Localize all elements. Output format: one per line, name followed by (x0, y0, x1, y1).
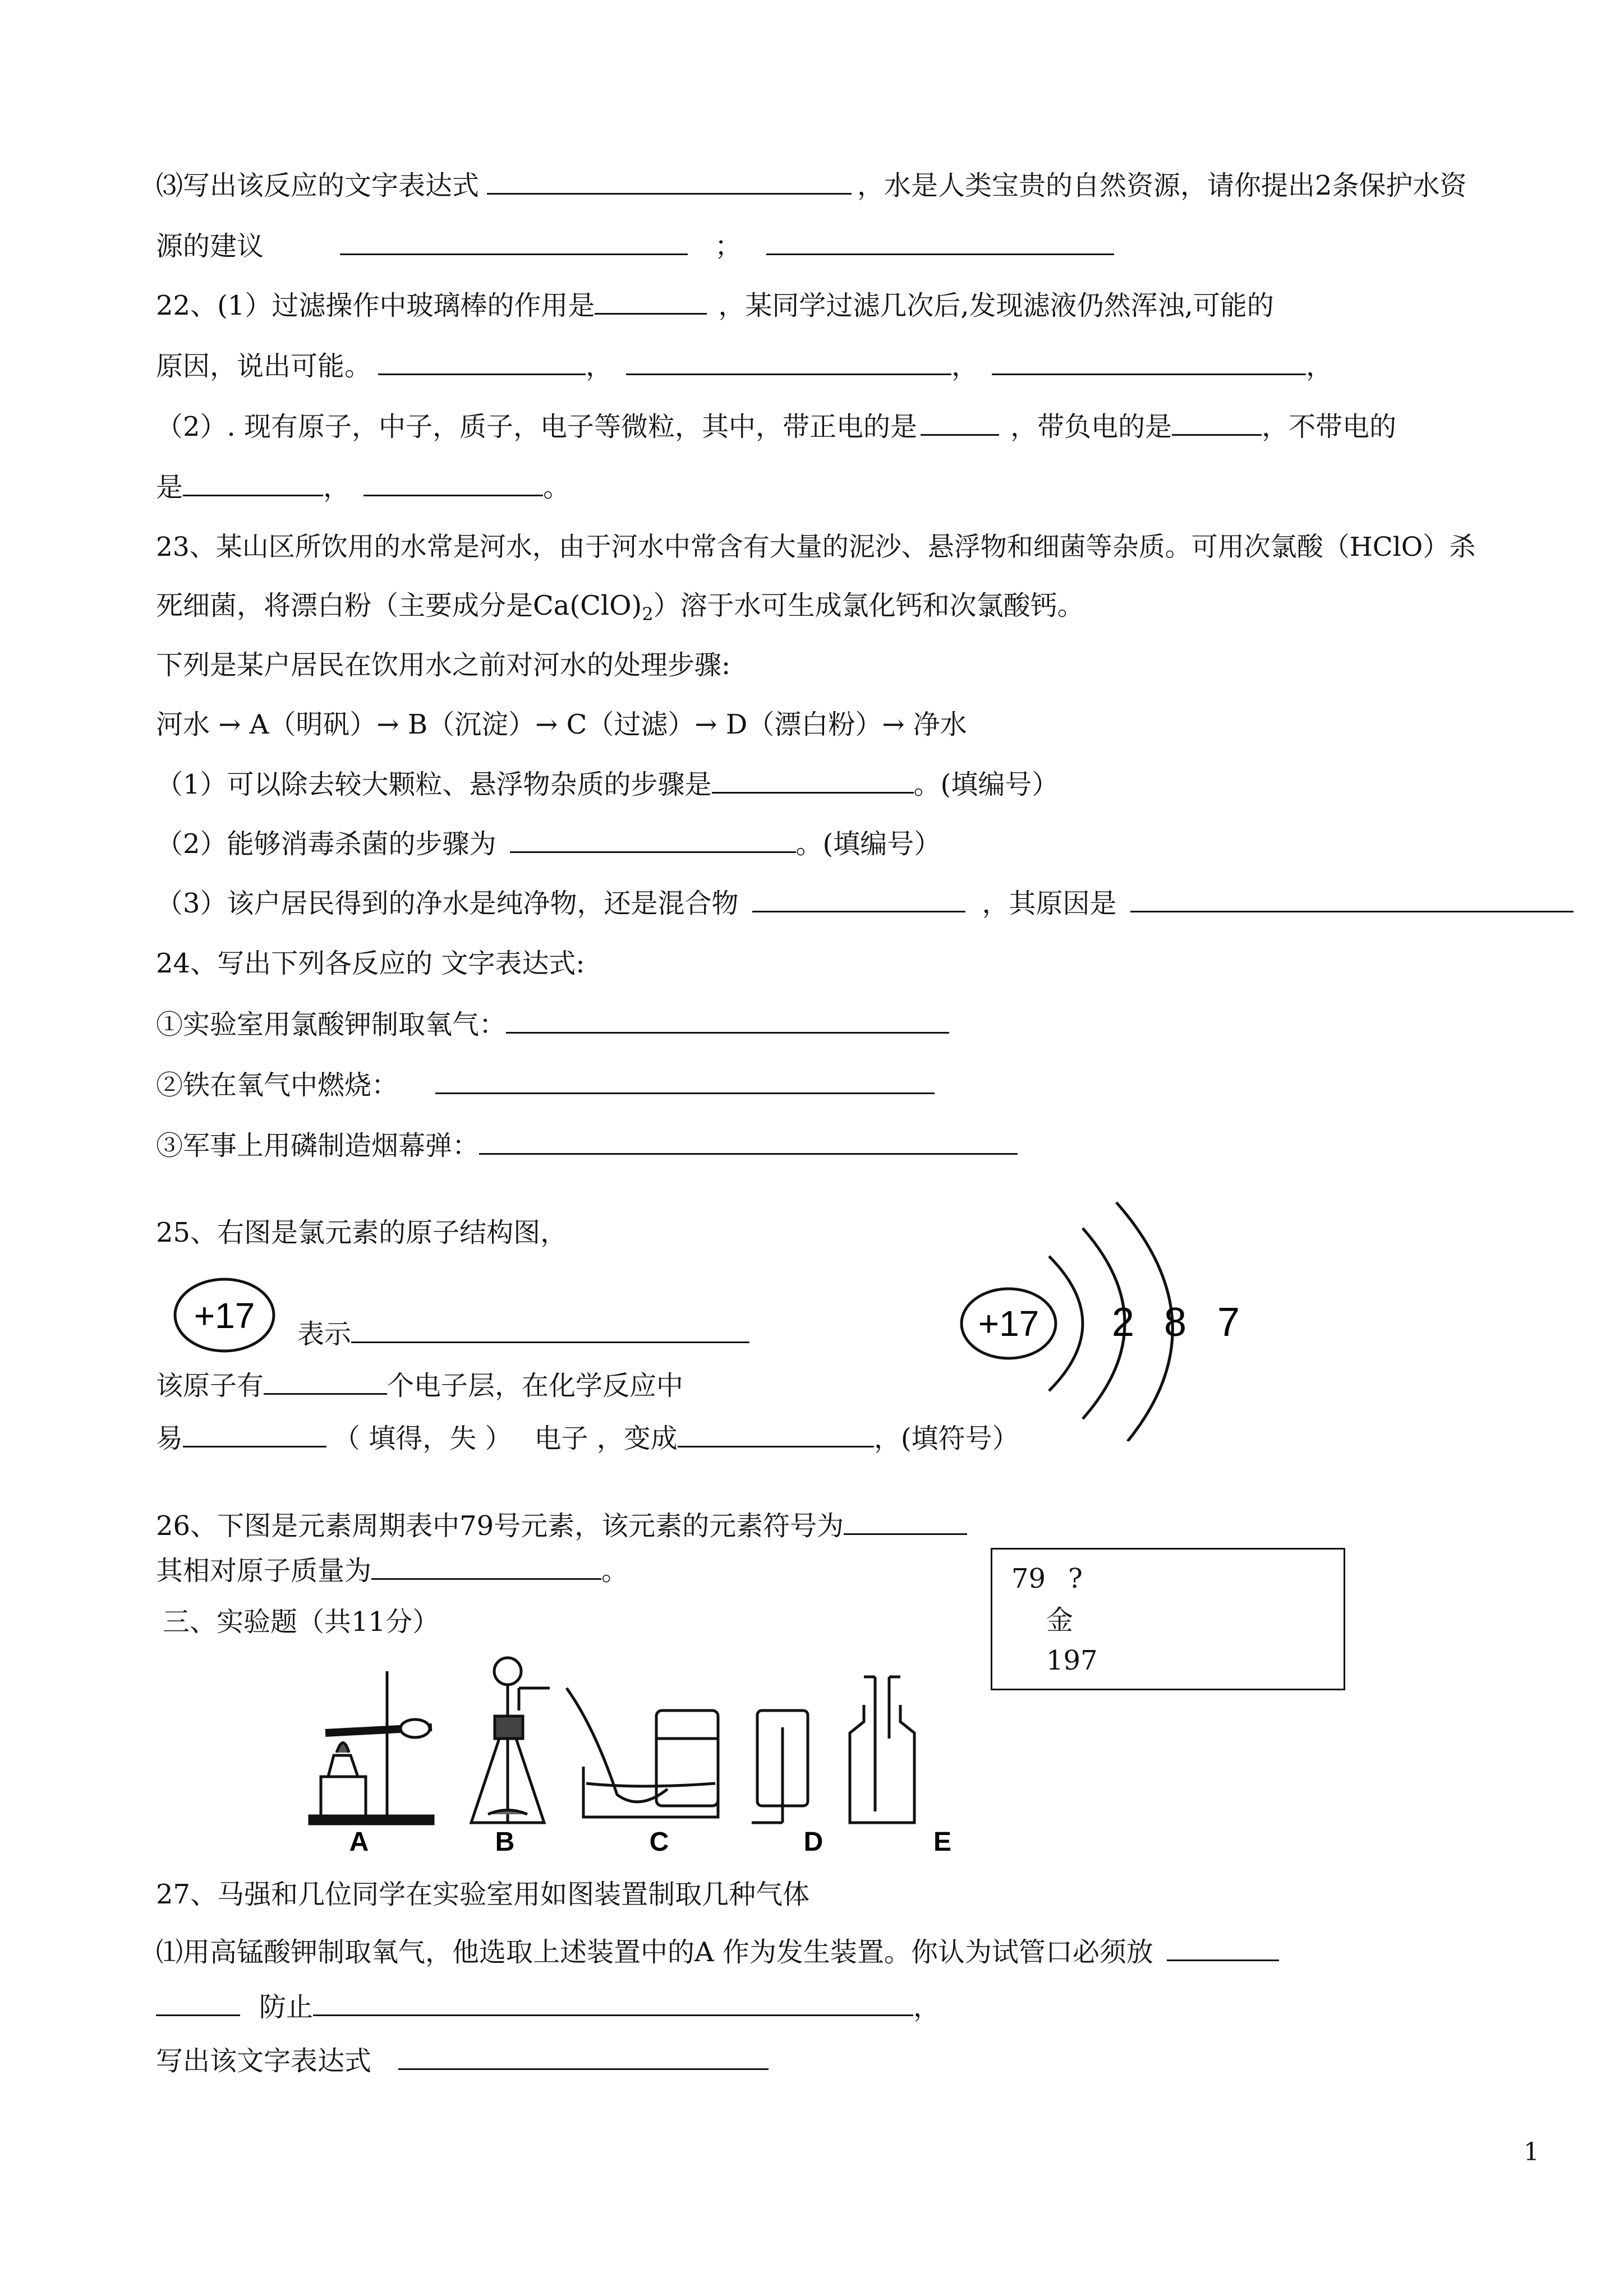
q23-q3-text: （3）该户居民得到的净水是纯净物，还是混合物 (156, 888, 739, 919)
q25-nucleus-small (168, 1273, 280, 1357)
q24-title: 24、写出下列各反应的 文字表达式: (156, 948, 585, 979)
q25-fill-hint: （ 填得，失 ） (333, 1423, 512, 1454)
q25-layers-line (156, 1368, 683, 1403)
answer-blank[interactable] (371, 1553, 601, 1580)
q22-line3 (156, 409, 1396, 444)
q25-title: 25、右图是氯元素的原子结构图， (156, 1217, 568, 1248)
q27-title: 27、马强和几位同学在实验室用如图装置制取几种气体 (156, 1879, 810, 1910)
q24-item2 (156, 1068, 935, 1102)
q21-part3-mid: ，水是人类宝贵的自然资源，请你提出2条保护水资 (857, 170, 1467, 201)
q22-part1-text-b: ，某同学过滤几次后,发现滤液仍然浑浊,可能的 (718, 290, 1274, 321)
q23-line3: 下列是某户居民在饮用水之前对河水的处理步骤: (156, 649, 731, 681)
q25-means-text: 表示 (297, 1318, 352, 1350)
q25-electron-line (156, 1421, 1019, 1455)
comma: ， (323, 472, 351, 503)
q22-reason-text: 原因，说出可能。 (156, 351, 372, 382)
q27-line1-text: ⑴用高锰酸钾制取氧气，他选取上述装置中的A 作为发生装置。你认为试管口必须放 (156, 1937, 1153, 1968)
apparatus-d (752, 1711, 808, 1823)
shell-count-3: 7 (1217, 1300, 1240, 1345)
q22-line4 (156, 470, 570, 504)
q23-q3 (156, 886, 1574, 920)
periodic-table-cell (991, 1548, 1345, 1690)
answer-blank[interactable] (479, 1128, 1018, 1155)
answer-blank[interactable] (156, 1990, 240, 2016)
q22-part2-text-b: ，带负电的是 (1010, 411, 1172, 442)
apparatus-a (310, 1671, 433, 1824)
atom-nucleus-charge: +17 (978, 1303, 1039, 1344)
q23-line2 (156, 589, 1084, 631)
q24-item2-text: ②铁在氧气中燃烧： (156, 1069, 399, 1101)
element-symbol: ? (1068, 1563, 1083, 1594)
q24-item1-text: ①实验室用氯酸钾制取氧气： (156, 1009, 507, 1040)
q22-line1 (156, 288, 1274, 322)
answer-blank[interactable] (595, 288, 707, 315)
q23-line2-b: ）溶于水可生成氯化钙和次氯酸钙。 (653, 590, 1084, 621)
q26-line1-text: 26、下图是元素周期表中79号元素，该元素的元素符号为 (156, 1510, 844, 1542)
label-a: A (349, 1827, 369, 1856)
q27-line3 (156, 2044, 769, 2078)
comma: ， (913, 1991, 941, 2023)
answer-blank[interactable] (364, 470, 543, 496)
answer-blank[interactable] (921, 409, 999, 436)
shell-count-1: 2 (1111, 1300, 1135, 1345)
answer-blank[interactable] (766, 229, 1114, 255)
answer-blank[interactable] (487, 168, 852, 195)
separator: ； (715, 230, 742, 262)
q23-q2-end: 。(填编号） (795, 828, 941, 860)
q21-part3-lead: ⑶写出该反应的文字表达式 (156, 170, 480, 201)
label-e: E (933, 1827, 952, 1856)
q27-expr-text: 写出该文字表达式 (156, 2045, 372, 2077)
comma: ， (951, 351, 979, 382)
q22-part2-text: （2）. 现有原子，中子，质子，电子等微粒，其中，带正电的是 (156, 411, 918, 442)
label-d: D (803, 1827, 823, 1856)
q27-line2 (156, 1990, 940, 2024)
answer-blank[interactable] (264, 1368, 387, 1395)
answer-blank[interactable] (712, 767, 914, 794)
element-name: 金 (1046, 1605, 1074, 1636)
q23-line2-a: 死细菌，将漂白粉（主要成分是Ca(ClO) (156, 590, 642, 621)
section-title: 三、实验题（共11分） (163, 1606, 440, 1638)
q25-layers-text-b: 个电子层，在化学反应中 (387, 1370, 684, 1401)
comma: ， (586, 351, 613, 382)
shell-count-2: 8 (1163, 1300, 1187, 1345)
nucleus-charge: +17 (194, 1295, 255, 1336)
q21-part3-line (156, 168, 1467, 202)
answer-blank[interactable] (435, 1068, 935, 1094)
q22-part2-text-d: 是 (156, 472, 183, 503)
answer-blank[interactable] (992, 349, 1306, 375)
answer-blank[interactable] (183, 1421, 326, 1447)
answer-blank[interactable] (844, 1509, 967, 1535)
answer-blank[interactable] (506, 1007, 949, 1034)
q25-electron-text: 电子 ，变成 (534, 1423, 678, 1454)
period: 。 (543, 472, 571, 503)
q23-line1: 23、某山区所饮用的水常是河水，由于河水中常含有大量的泥沙、悬浮物和细菌等杂质。可用次氯酸（HClO）杀 (156, 532, 1476, 563)
answer-blank[interactable] (1167, 1935, 1279, 1961)
answer-blank[interactable] (626, 349, 951, 375)
q22-part2-text-c: ，不带电的 (1262, 411, 1397, 442)
cell-number-line (1011, 1562, 1083, 1596)
apparatus-e (850, 1677, 914, 1823)
answer-blank[interactable] (398, 2044, 769, 2070)
label-b: B (495, 1827, 515, 1856)
subscript: 2 (642, 603, 654, 625)
label-c: C (649, 1827, 669, 1856)
apparatus-c (567, 1688, 718, 1817)
q23-process-steps: 河水 → A（明矾）→ B（沉淀）→ C（过滤）→ D（漂白粉）→ 净水 (156, 709, 967, 740)
answer-blank[interactable] (378, 349, 586, 375)
q23-q1 (156, 767, 1059, 801)
q24-item3-text: ③军事上用磷制造烟幕弹： (156, 1130, 480, 1161)
q25-layers-text: 该原子有 (156, 1370, 264, 1401)
answer-blank[interactable] (313, 1990, 913, 2016)
q25-easy: 易 (156, 1423, 183, 1454)
q27-line1 (156, 1935, 1279, 1969)
answer-blank[interactable] (510, 827, 796, 853)
answer-blank[interactable] (1130, 886, 1574, 912)
q27-prevent: 防止 (259, 1991, 314, 2023)
q26-line1 (156, 1509, 967, 1543)
period: 。 (601, 1555, 629, 1587)
q25-symbol-hint: ，(填符号） (873, 1423, 1019, 1454)
page-number: 1 (1524, 2138, 1539, 2166)
q23-q1-end: 。(填编号） (913, 769, 1059, 800)
electron-shell-1 (1049, 1256, 1083, 1391)
q23-q3-reason: ，其原因是 (982, 888, 1117, 919)
q23-q2 (156, 827, 941, 861)
atomic-number: 79 (1011, 1563, 1046, 1594)
atomic-mass: 197 (1046, 1645, 1098, 1676)
chlorine-atom-diagram (948, 1195, 1285, 1441)
q23-q1-text: （1）可以除去较大颗粒、悬浮物杂质的步骤是 (156, 769, 712, 800)
q22-line2 (156, 349, 1333, 383)
q24-item3 (156, 1128, 1018, 1163)
comma: ， (1306, 351, 1333, 382)
q26-line2-text: 其相对原子质量为 (156, 1555, 372, 1587)
q25-means-line (297, 1317, 749, 1351)
apparatus-figure (303, 1654, 976, 1856)
q21-part3-line2 (156, 229, 1114, 263)
q21-part3-tail: 源的建议 (156, 230, 264, 262)
q26-line2 (156, 1553, 628, 1588)
answer-blank[interactable] (340, 229, 688, 255)
answer-blank[interactable] (752, 886, 965, 912)
q22-part1-text: 22、(1）过滤操作中玻璃棒的作用是 (156, 290, 595, 321)
answer-blank[interactable] (678, 1421, 874, 1447)
q24-item1 (156, 1007, 949, 1041)
answer-blank[interactable] (1172, 409, 1262, 436)
answer-blank[interactable] (183, 470, 323, 496)
apparatus-b (471, 1658, 550, 1823)
q23-q2-text: （2）能够消毒杀菌的步骤为 (156, 828, 496, 860)
answer-blank[interactable] (351, 1317, 749, 1343)
